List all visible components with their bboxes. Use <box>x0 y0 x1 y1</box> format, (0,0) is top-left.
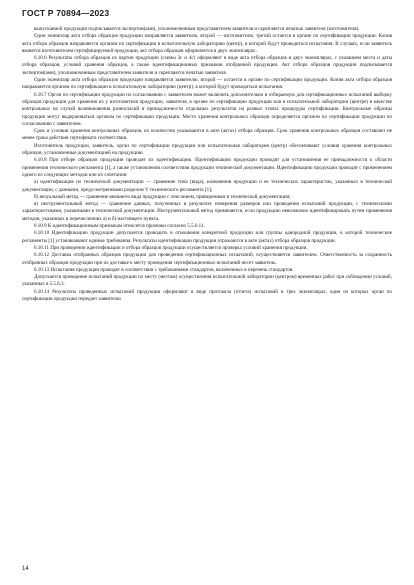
paragraph: 6.10.13 Испытания продукции проводят в соответствии с требованиями стандартов, включенных в перечень стандартов. <box>34 266 294 273</box>
page-number: 14 <box>22 566 29 572</box>
paragraph: Один экземпляр акта отбора образцов продукции направляется заявителю, второй — остается в органе по сертификации продукции. Копия акта отбора образцов направляется органом по сертификации в испытательную лабораторию (центр), в которой будут проводиться испытания. <box>22 77 392 91</box>
paragraph: 6.10.14 Результаты проведенных испытаний продукции оформляют в виде протокола (отчета) испытаний в трех экземплярах, один из которых орган по сертификации продукции передает заявителю <box>22 288 392 302</box>
paragraph: Допускается проведение испытаний продукции по месту (местам) осуществления испытательной лаборатории (центром) временных работ при соблюдении условий, указанных в 5.5.6.3. <box>22 274 392 288</box>
paragraph: Один экземпляр акта отбора образцов продукции направляется заявителю, второй — изготовителю, третий остается в органе по сертификации продукции. Копия акта отбора образцов направляется органом по сертификации в испытательную лабораторию (центр), в которой будут проводиться испытания. В случаях, если заявитель является изготовителем сертифицируемой продукции, акт отбора образцов оформляется в двух экземплярах. <box>22 33 392 54</box>
document-body <box>22 26 392 303</box>
paragraph: б) визуальный метод — сравнение внешнего вида продукции с описанием, приведенным в технической документации; <box>34 193 291 200</box>
paragraph: 6.10.9 К идентификационным признакам относятся признаки согласно 5.5.6.11. <box>34 223 205 230</box>
paragraph: 6.10.8 При отборе образцов продукции проводят их идентификацию. Идентификацию продукции проводят для установления ее принадлежности к области применения технического регламента [1], а также установления соответствия продукции технической документации. Идентификацию продукции проводят с применением одного из следующих методов или их сочетания: <box>22 157 392 178</box>
standard-header: ГОСТ Р 70894—2023 <box>22 8 110 18</box>
paragraph: 6.10.11 При проведении идентификации и отбора образцов продукции осуществляется проверка условий хранения продукции. <box>34 244 308 251</box>
paragraph: 6.10.6 Результаты отбора образцов из партии продукции (схемы 3с и 4с) оформляют в виде акта отбора образцов в двух экземплярах, с указанием места и даты отбора образцов, условий хранения образцов, а также идентификационных признаков отобранной продукции. Акт отбора образцов продукции подписывается экспертом(ами), уполномоченным представителем заявителя и скрепляется печатью заявителя. <box>22 55 392 76</box>
paragraph: 6.10.7 Орган по сертификации продукции по согласованию с заявителем может включить дополнительно в отбираемую для сертификационных испытаний выборку образцов продукции для хранения их у изготовителя продукции, заявителя, в органе по сертификации продукции или в испытательной лаборатории (центре) в качестве контрольных на случай возникновения разногласий в принадлежности отдельных результатов на разных этапах процедуры сертификации. Контрольные образцы продукции могут выдерживаться органом по сертификации продукции. Место хранения контрольных образцов определяется органом по сертификации продукции по согласованию с заявителем. <box>22 91 392 127</box>
paragraph: а) идентификация по технической документации — сравнение типа (вида), назначения продукции и ее технических характеристик, указанных в технической документации, с данными, предусмотренными разделом V технического регламента [1]; <box>22 179 392 193</box>
paragraph: в) инструментальный метод — сравнение данных, полученных в результате измерения размеров или проведения испытаний продукции, с техническими характеристиками, указанными в технической документации. Инструментальный метод применяется, если продукцию невозможно идентифицировать путем применения методов, указанных в перечислениях а) и б) настоящего пункта. <box>22 201 392 222</box>
paragraph: Изготовитель продукции, заявитель, орган по сертификации продукции или испытательная лаборатория (центр) обеспечивают условия хранения контрольных образцов, установленные документацией на продукцию. <box>22 142 392 157</box>
paragraph: 6.10.10 Идентификацию продукции допускается проводить в отношении конкретной продукции или группы однородной продукции, к которой технические регламенты [1] устанавливают единые требования. Результаты идентификации продукции отражаются в акте (актах) отбора образцов продукции. <box>22 230 392 244</box>
paragraph: 6.10.12 Доставка отобранных образцов продукции для проведения сертификационных испытаний, осуществляется заявителем. Ответственность за сохранность отобранных образцов продукции при их доставке к месту проведения сертификационных испытаний несет заявитель. <box>22 252 392 266</box>
paragraph: выпускаемой продукции подписывается экспертом(ами), уполномоченным представителем заявителя и скрепляется печатью заявителя (изготовителя). <box>34 26 360 32</box>
paragraph: Срок и условия хранения контрольных образцов, их количество указываются в акте (актах) отбора образцов. Срок хранения контрольных образцов составляет не менее срока действия сертификата соответствия. <box>22 128 392 142</box>
